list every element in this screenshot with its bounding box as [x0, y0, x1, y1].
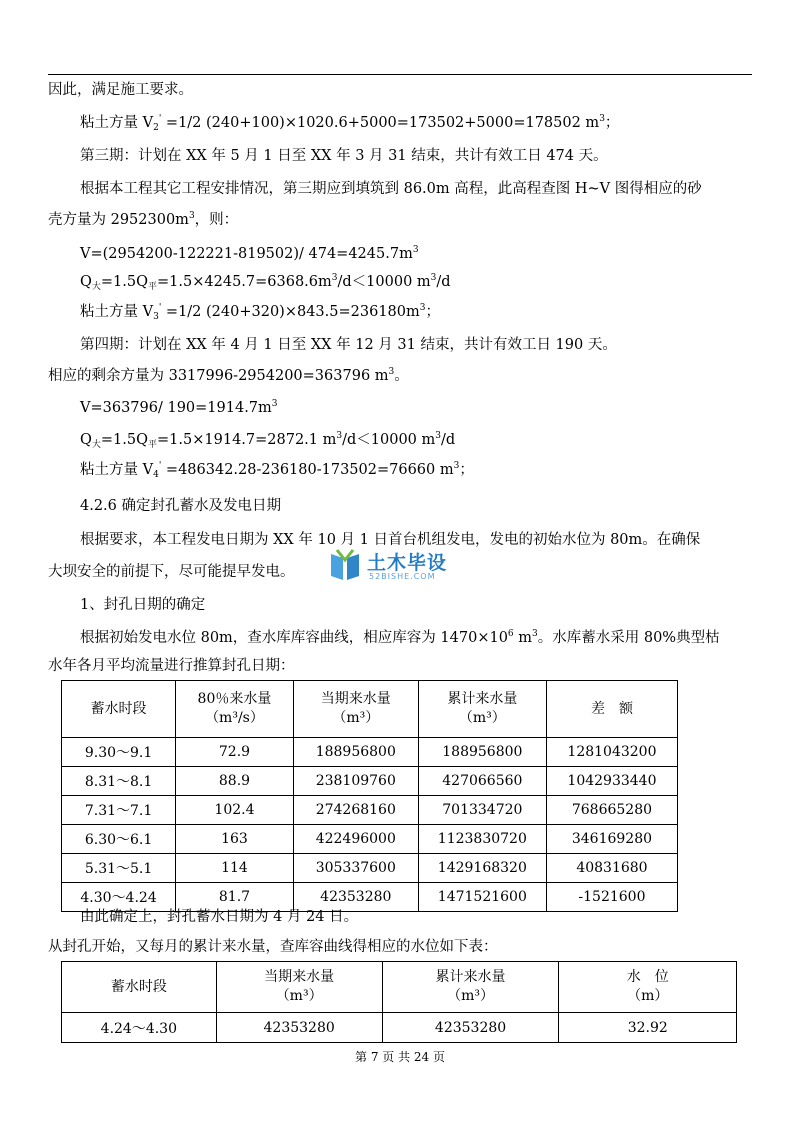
- column-header-label: 蓄水时段: [90, 700, 147, 717]
- column-header: [62, 681, 176, 738]
- text-line: 大坝安全的前提下，尽可能提早发电。: [48, 564, 295, 580]
- formula-line: 粘土方量 $V_3' =1/2$ $(240+320)\times 843.5=236180m^3$；: [80, 303, 440, 322]
- column-header-label: 当期来水量: [320, 691, 391, 707]
- text-line: 水年各月平均流量进行推算封孔日期：: [48, 658, 295, 674]
- column-header-label: 80％来水量: [197, 691, 272, 707]
- table-cell: 81.7: [176, 883, 294, 912]
- table-cell: 72.9: [176, 738, 294, 767]
- table-cell: 305337600: [293, 854, 418, 883]
- table-cell: 1471521600: [418, 883, 546, 912]
- column-header-label: 当期来水量: [264, 969, 335, 985]
- table-cell: 114: [176, 854, 294, 883]
- table-cell: 42353280: [293, 883, 418, 912]
- table-cell: 188956800: [418, 738, 546, 767]
- column-header-unit: （m³）: [275, 988, 323, 1004]
- table-row: [62, 767, 678, 796]
- text-line: 第四期：计划在 XX 年 4 月 1 日至 XX 年 12 月 31 结束，共计有效工日 190 天。: [80, 337, 617, 353]
- table-row: [62, 1013, 737, 1043]
- column-header-unit: （m³/s）: [205, 710, 264, 726]
- watermark-text: 土木毕设: [367, 552, 448, 574]
- table-cell: 768665280: [546, 796, 677, 825]
- subsection-heading: 1、封孔日期的确定: [80, 597, 206, 613]
- text-line: 因此，满足施工要求。: [48, 82, 193, 98]
- column-header-unit: （m³）: [447, 988, 494, 1004]
- table-row: [62, 854, 678, 883]
- table-cell: 5.31～5.1: [62, 854, 176, 883]
- column-header-label: 累计来水量: [447, 691, 518, 707]
- table-cell: -1521600: [546, 883, 677, 912]
- table-cell: 422496000: [293, 825, 418, 854]
- table-cell: 1123830720: [418, 825, 546, 854]
- table-cell: 701334720: [418, 796, 546, 825]
- column-header-label: 蓄水时段: [110, 978, 167, 995]
- column-header: [559, 962, 737, 1013]
- section-heading: 4.2.6 确定封孔蓄水及发电日期: [80, 498, 282, 514]
- table-cell: 42353280: [382, 1013, 559, 1043]
- table-cell: 4.24～4.30: [62, 1013, 217, 1043]
- text-line: 相应的剩余方量为 3317996-2954200=363796 $m^3$。: [48, 367, 409, 384]
- text-line: 根据要求，本工程发电日期为 XX 年 10 月 1 日首台机组发电，发电的初始水位为 80m。在确保: [80, 532, 701, 548]
- formula-line: 粘土方量 $V_4' =486342.28-236180-173502=76660$ $m^3$；: [80, 461, 474, 480]
- table-cell: 8.31～8.1: [62, 767, 176, 796]
- table-cell: 1281043200: [546, 738, 677, 767]
- text-line: 由此确定上，封孔蓄水日期为 4 月 24 日。: [80, 909, 359, 925]
- table-cell: 163: [176, 825, 294, 854]
- formula-line: V=363796/ $190=1914.7m^3$: [80, 399, 278, 416]
- column-header-label: 水 位: [626, 969, 669, 985]
- column-header: [62, 962, 217, 1013]
- watermark-logo: [327, 548, 477, 586]
- table-cell: 238109760: [293, 767, 418, 796]
- book-logo-icon: [327, 548, 363, 584]
- table-cell: 6.30～6.1: [62, 825, 176, 854]
- text-line: 粘土方量 $V_2' =1/2$ (240+100)×1020.6+5000=173502+5000=178502 $m^3$；: [80, 114, 620, 133]
- table-cell: 9.30～9.1: [62, 738, 176, 767]
- text-line: 根据初始发电水位 80m，查水库库容曲线，相应库容为 $1470\times 10^6$ $m^3$。水库蓄水采用 80%典型枯: [80, 629, 720, 646]
- column-header: [293, 681, 418, 738]
- table-cell: 346169280: [546, 825, 677, 854]
- column-header: [382, 962, 559, 1013]
- column-header-unit: （m³）: [458, 710, 506, 726]
- table-cell: 274268160: [293, 796, 418, 825]
- text-line: 根据本工程其它工程安排情况，第三期应到填筑到 86.0m 高程，此高程查图 H~V 图得相应的砂: [80, 181, 702, 197]
- table-cell: 102.4: [176, 796, 294, 825]
- column-header: [546, 681, 677, 738]
- formula-line: $Q_大=1.5Q_平=1.5\times 4245.7=6368.6m^3/d<10000$ $m^3/d$: [80, 273, 451, 292]
- table-cell: 7.31～7.1: [62, 796, 176, 825]
- column-header-label: 差 额: [590, 700, 633, 717]
- table-row: [62, 796, 678, 825]
- table-row: [62, 738, 678, 767]
- table-cell: 4.30～4.24: [62, 883, 176, 912]
- column-header-unit: （m）: [627, 988, 669, 1004]
- text-line: 壳方量为 $2952300m^3$，则：: [48, 211, 239, 228]
- column-header: [216, 962, 382, 1013]
- inflow-table: [61, 680, 678, 912]
- formula-line: $Q_大=1.5Q_平=1.5\times 1914.7=2872.1$ $m^3/d<10000$ $m^3/d$: [80, 431, 456, 450]
- watermark-subtext: 52BISHE.COM: [369, 572, 436, 581]
- table-cell: 188956800: [293, 738, 418, 767]
- column-header-label: 累计来水量: [435, 969, 506, 985]
- table-cell: 427066560: [418, 767, 546, 796]
- table-cell: 88.9: [176, 767, 294, 796]
- table-row: [62, 825, 678, 854]
- table-cell: 1042933440: [546, 767, 677, 796]
- column-header: [418, 681, 546, 738]
- water-level-table: [61, 961, 737, 1043]
- text-line: 从封孔开始，又每月的累计来水量，查库容曲线得相应的水位如下表：: [48, 939, 498, 955]
- table-cell: 32.92: [559, 1013, 737, 1043]
- column-header: [176, 681, 294, 738]
- header-rule: [48, 74, 752, 75]
- page-footer: 第 7 页 共 24 页: [355, 1050, 445, 1064]
- table-cell: 40831680: [546, 854, 677, 883]
- table-cell: 1429168320: [418, 854, 546, 883]
- table-cell: 42353280: [216, 1013, 382, 1043]
- text-line: 第三期：计划在 XX 年 5 月 1 日至 XX 年 3 月 31 结束，共计有效工日 474 天。: [80, 148, 608, 164]
- column-header-unit: （m³）: [332, 710, 380, 726]
- formula-line: V=(2954200-122221-819502)/ $474=4245.7m^3$: [80, 245, 419, 262]
